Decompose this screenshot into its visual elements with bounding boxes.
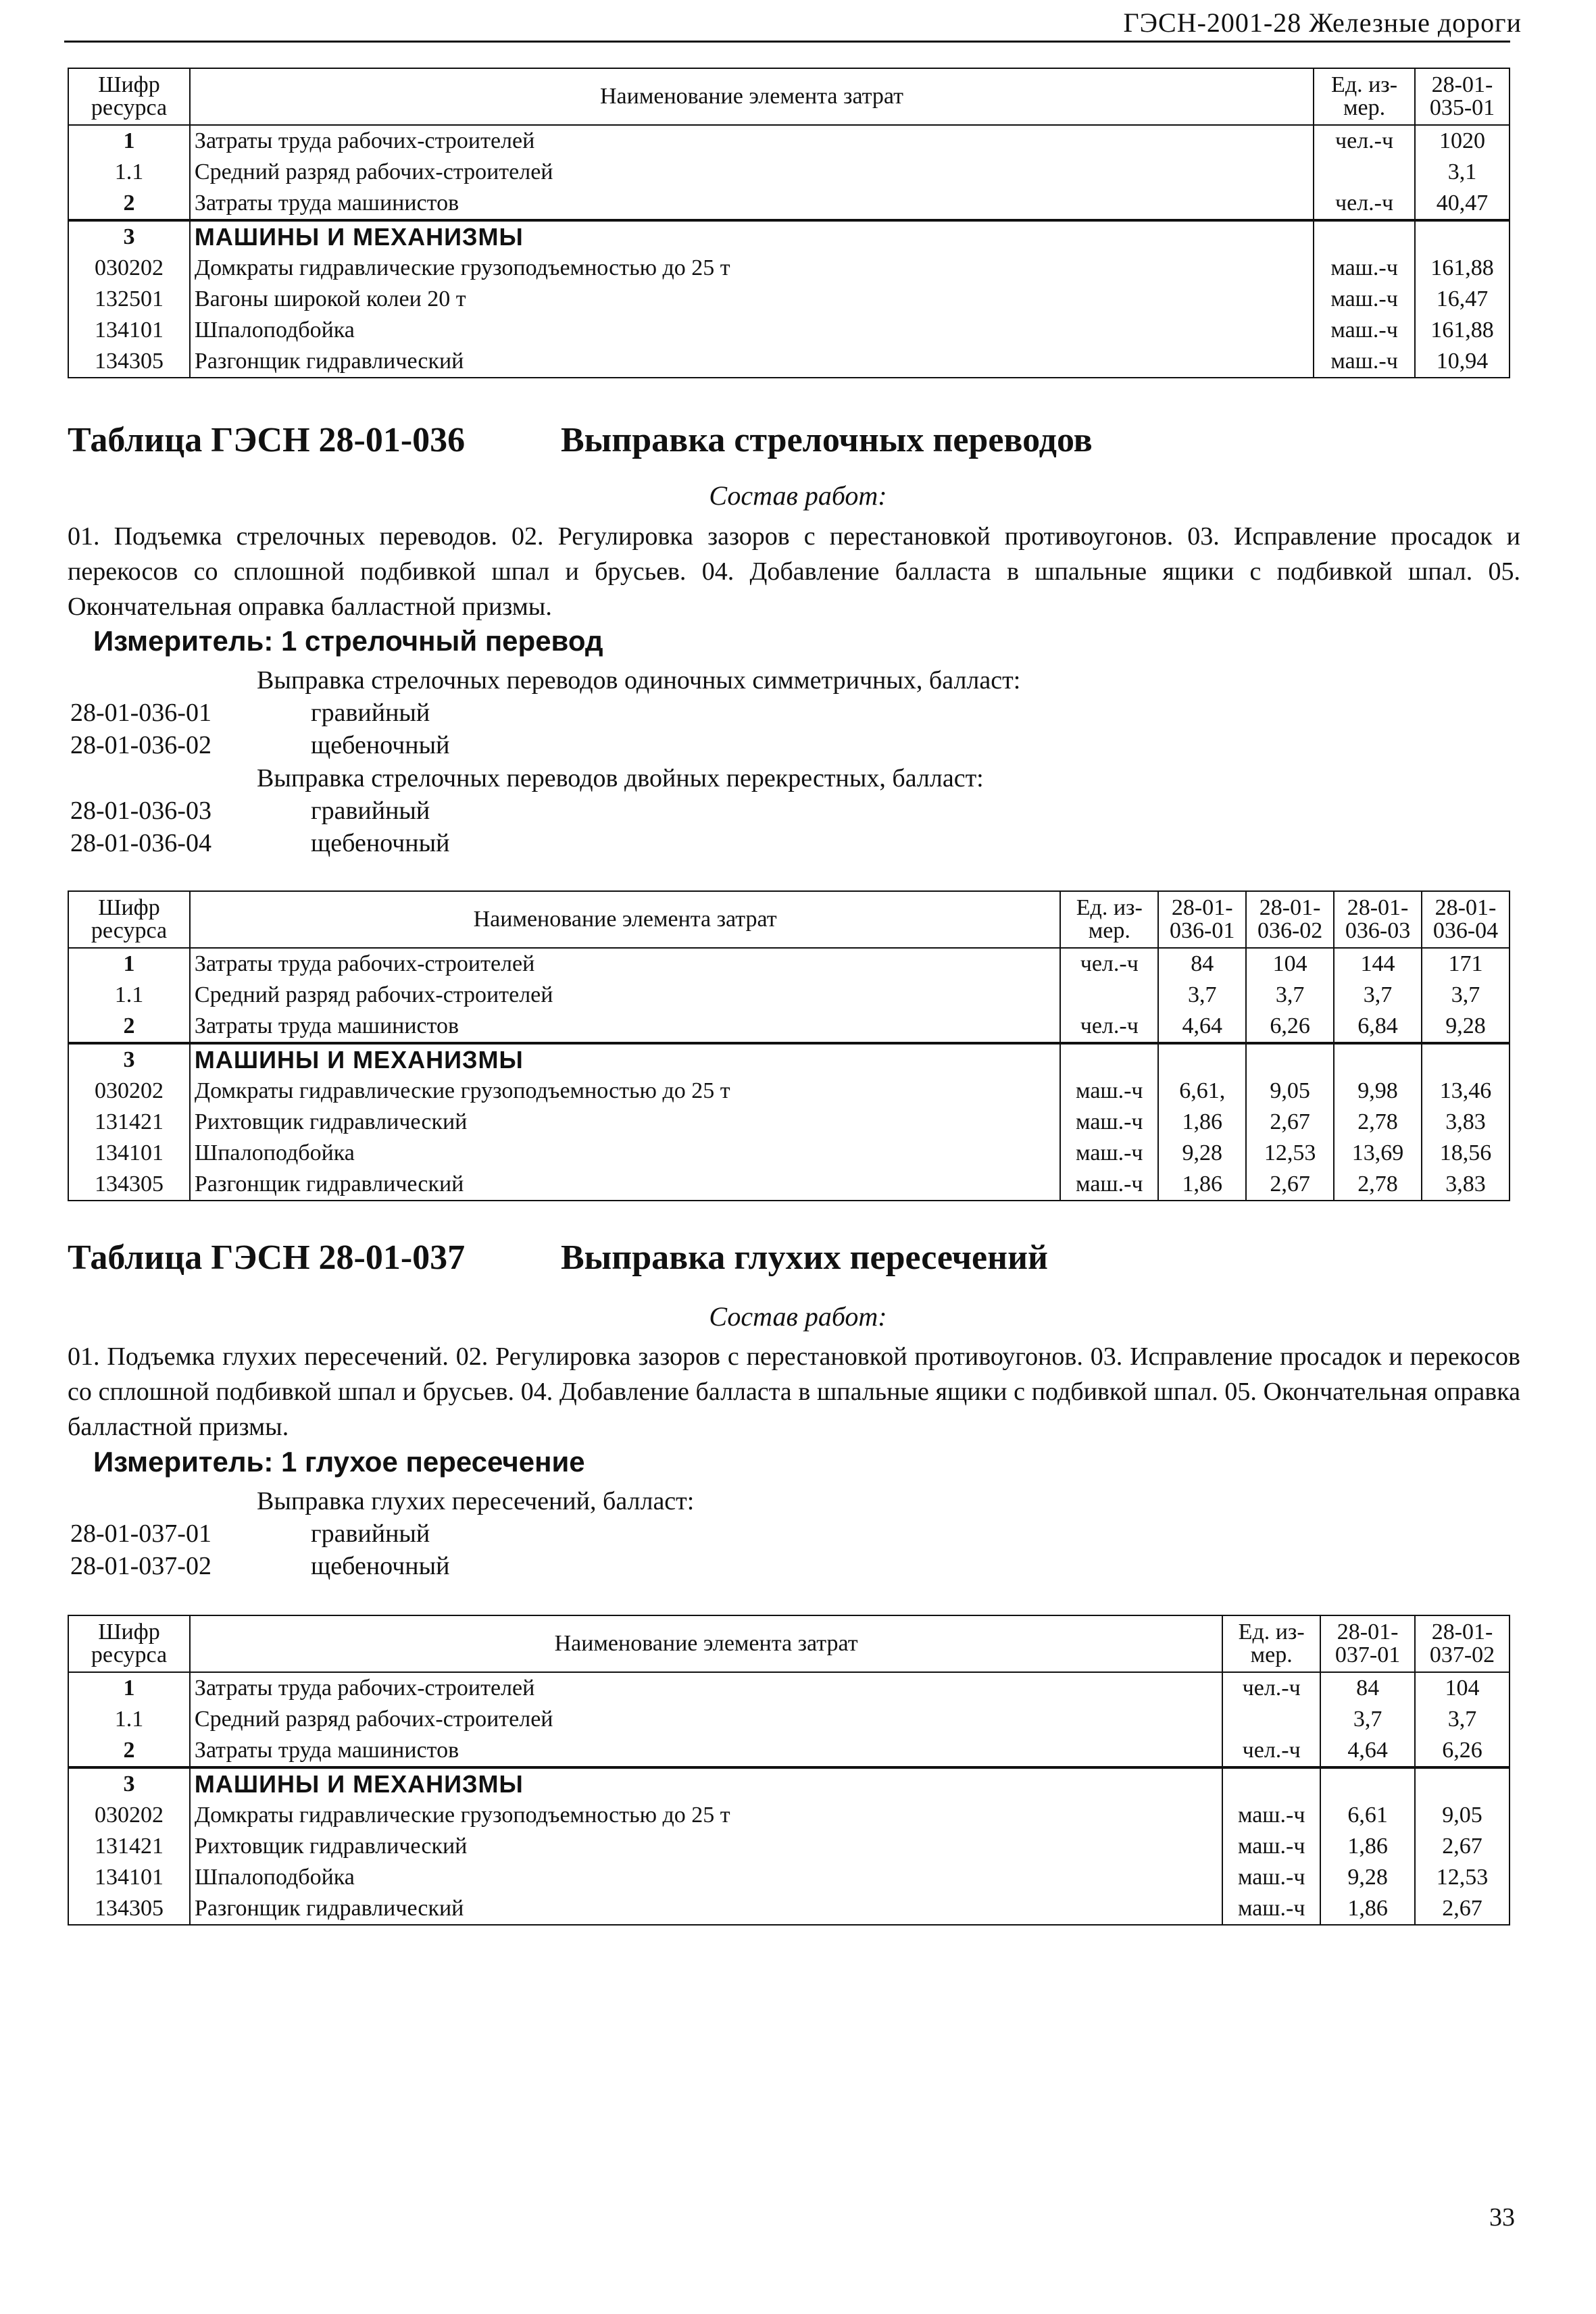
header-code: Шифр ресурса bbox=[68, 1615, 190, 1672]
resource-table-035 bbox=[68, 68, 1510, 378]
resource-table-037 bbox=[68, 1615, 1510, 1926]
resource-unit bbox=[1060, 1043, 1158, 1076]
running-header: ГЭСН-2001-28 Железные дороги bbox=[1123, 7, 1522, 38]
resource-unit: чел.-ч bbox=[1222, 1735, 1320, 1767]
resource-value: 3,7 bbox=[1415, 1704, 1510, 1735]
resource-value: 1,86 bbox=[1158, 1107, 1246, 1138]
resource-value: 2,78 bbox=[1334, 1107, 1422, 1138]
resource-name: Разгонщик гидравлический bbox=[190, 346, 1314, 378]
resource-code: 131421 bbox=[68, 1831, 190, 1862]
resource-name: Шпалоподбойка bbox=[190, 1138, 1060, 1169]
resource-value: 18,56 bbox=[1422, 1138, 1510, 1169]
resource-value: 3,7 bbox=[1246, 980, 1334, 1011]
resource-code: 134101 bbox=[68, 1138, 190, 1169]
table-row bbox=[68, 315, 1510, 346]
resource-value: 161,88 bbox=[1415, 315, 1510, 346]
resource-unit: маш.-ч bbox=[1222, 1862, 1320, 1893]
table-row bbox=[68, 980, 1510, 1011]
table-row bbox=[68, 1107, 1510, 1138]
resource-value bbox=[1158, 1043, 1246, 1076]
item-code: 28-01-037-01 bbox=[70, 1519, 211, 1548]
resource-unit: маш.-ч bbox=[1314, 346, 1415, 378]
table-title-036: Таблица ГЭСН 28-01-036 bbox=[68, 421, 466, 459]
resource-value: 3,83 bbox=[1422, 1107, 1510, 1138]
resource-unit: маш.-ч bbox=[1222, 1893, 1320, 1925]
resource-code: 1 bbox=[68, 948, 190, 980]
resource-value: 1,86 bbox=[1320, 1893, 1415, 1925]
resource-unit: маш.-ч bbox=[1060, 1169, 1158, 1201]
header-code: Шифр ресурса bbox=[68, 891, 190, 948]
resource-value: 3,7 bbox=[1334, 980, 1422, 1011]
resource-value: 104 bbox=[1415, 1672, 1510, 1704]
table-name-037: Выправка глухих пересечений bbox=[561, 1238, 1048, 1277]
resource-value: 4,64 bbox=[1158, 1011, 1246, 1043]
resource-unit: чел.-ч bbox=[1314, 188, 1415, 220]
resource-code: 131421 bbox=[68, 1107, 190, 1138]
resource-unit: маш.-ч bbox=[1314, 315, 1415, 346]
header-col: 28-01-036-02 bbox=[1246, 891, 1334, 948]
resource-value: 3,7 bbox=[1320, 1704, 1415, 1735]
resource-code: 3 bbox=[68, 1043, 190, 1076]
works-text-037: 01. Подъемка глухих пересечений. 02. Регулировка зазоров с перестановкой противоугонов. 03. Исправление просадок и перекосов со сплошной подбивкой шпал и брусьев. 04. Добавление балласта в шпальные ящики с подбивкой шпал. 05. Окончательная оправка балластной призмы. bbox=[68, 1342, 1520, 1441]
resource-value: 144 bbox=[1334, 948, 1422, 980]
resource-value: 161,88 bbox=[1415, 253, 1510, 284]
resource-value: 13,46 bbox=[1422, 1076, 1510, 1107]
resource-value: 9,05 bbox=[1415, 1800, 1510, 1831]
header-name: Наименование элемента затрат bbox=[190, 1615, 1222, 1672]
resource-value: 84 bbox=[1158, 948, 1246, 980]
resource-unit: чел.-ч bbox=[1314, 125, 1415, 157]
table-header-row bbox=[68, 68, 1510, 125]
resource-value: 6,26 bbox=[1246, 1011, 1334, 1043]
resource-code: 132501 bbox=[68, 284, 190, 315]
resource-value: 12,53 bbox=[1415, 1862, 1510, 1893]
resource-name: Разгонщик гидравлический bbox=[190, 1169, 1060, 1201]
page-number: 33 bbox=[1489, 2203, 1515, 2232]
resource-name: Затраты труда рабочих-строителей bbox=[190, 948, 1060, 980]
resource-name: Затраты труда машинистов bbox=[190, 188, 1314, 220]
resource-value bbox=[1320, 1767, 1415, 1800]
header-unit: Ед. из-мер. bbox=[1314, 68, 1415, 125]
resource-unit: маш.-ч bbox=[1222, 1831, 1320, 1862]
header-rule bbox=[64, 41, 1510, 43]
resource-code: 3 bbox=[68, 1767, 190, 1800]
resource-value: 6,61 bbox=[1320, 1800, 1415, 1831]
resource-name: Шпалоподбойка bbox=[190, 1862, 1222, 1893]
resource-unit: маш.-ч bbox=[1314, 253, 1415, 284]
table-row bbox=[68, 1893, 1510, 1925]
resource-unit: чел.-ч bbox=[1222, 1672, 1320, 1704]
resource-value: 2,78 bbox=[1334, 1169, 1422, 1201]
item-code: 28-01-036-02 bbox=[70, 731, 211, 759]
table-row bbox=[68, 1767, 1510, 1800]
resource-value bbox=[1334, 1043, 1422, 1076]
item-name: гравийный bbox=[311, 1519, 430, 1548]
header-col: 28-01-037-02 bbox=[1415, 1615, 1510, 1672]
resource-name: Разгонщик гидравлический bbox=[190, 1893, 1222, 1925]
resource-value: 2,67 bbox=[1415, 1893, 1510, 1925]
resource-value: 9,98 bbox=[1334, 1076, 1422, 1107]
header-code: Шифр ресурса bbox=[68, 68, 190, 125]
header-unit: Ед. из-мер. bbox=[1222, 1615, 1320, 1672]
table-row bbox=[68, 1831, 1510, 1862]
resource-value: 1020 bbox=[1415, 125, 1510, 157]
resource-code: 134101 bbox=[68, 1862, 190, 1893]
resource-value: 16,47 bbox=[1415, 284, 1510, 315]
resource-value: 84 bbox=[1320, 1672, 1415, 1704]
resource-name: МАШИНЫ И МЕХАНИЗМЫ bbox=[190, 220, 1314, 253]
resource-name: Шпалоподбойка bbox=[190, 315, 1314, 346]
resource-code: 134305 bbox=[68, 1169, 190, 1201]
works-label-036: Состав работ: bbox=[709, 480, 887, 511]
resource-name: Затраты труда машинистов bbox=[190, 1011, 1060, 1043]
resource-unit bbox=[1060, 980, 1158, 1011]
resource-name: Вагоны широкой колеи 20 т bbox=[190, 284, 1314, 315]
item-name: гравийный bbox=[311, 797, 430, 825]
resource-value: 4,64 bbox=[1320, 1735, 1415, 1767]
header-col: 28-01-036-01 bbox=[1158, 891, 1246, 948]
table-row bbox=[68, 1800, 1510, 1831]
resource-value: 3,7 bbox=[1158, 980, 1246, 1011]
resource-value bbox=[1415, 1767, 1510, 1800]
resource-code: 3 bbox=[68, 220, 190, 253]
resource-code: 030202 bbox=[68, 253, 190, 284]
resource-name: Рихтовщик гидравлический bbox=[190, 1831, 1222, 1862]
resource-value: 6,84 bbox=[1334, 1011, 1422, 1043]
resource-unit: чел.-ч bbox=[1060, 1011, 1158, 1043]
table-row bbox=[68, 188, 1510, 220]
resource-value: 12,53 bbox=[1246, 1138, 1334, 1169]
resource-value: 9,05 bbox=[1246, 1076, 1334, 1107]
resource-name: Домкраты гидравлические грузоподъемностью до 25 т bbox=[190, 1076, 1060, 1107]
resource-code: 1.1 bbox=[68, 1704, 190, 1735]
meter-036: Измеритель: 1 стрелочный перевод bbox=[93, 625, 603, 657]
table-row bbox=[68, 1138, 1510, 1169]
table-title-037: Таблица ГЭСН 28-01-037 bbox=[68, 1238, 466, 1277]
desc2-036: Выправка стрелочных переводов двойных перекрестных, балласт: bbox=[257, 764, 984, 793]
table-row bbox=[68, 253, 1510, 284]
resource-code: 1.1 bbox=[68, 157, 190, 188]
resource-value bbox=[1246, 1043, 1334, 1076]
resource-unit: чел.-ч bbox=[1060, 948, 1158, 980]
header-name: Наименование элемента затрат bbox=[190, 891, 1060, 948]
item-name: гравийный bbox=[311, 699, 430, 727]
resource-unit: маш.-ч bbox=[1314, 284, 1415, 315]
table-row bbox=[68, 125, 1510, 157]
item-code: 28-01-036-04 bbox=[70, 829, 211, 857]
resource-value: 1,86 bbox=[1158, 1169, 1246, 1201]
resource-name: Рихтовщик гидравлический bbox=[190, 1107, 1060, 1138]
item-name: щебеночный bbox=[311, 731, 450, 759]
meter-037: Измеритель: 1 глухое пересечение bbox=[93, 1446, 585, 1478]
resource-unit: маш.-ч bbox=[1222, 1800, 1320, 1831]
desc1-037: Выправка глухих пересечений, балласт: bbox=[257, 1487, 695, 1515]
item-code: 28-01-036-01 bbox=[70, 699, 211, 727]
item-name: щебеночный bbox=[311, 1552, 450, 1580]
resource-value: 3,83 bbox=[1422, 1169, 1510, 1201]
resource-value: 3,1 bbox=[1415, 157, 1510, 188]
resource-value: 40,47 bbox=[1415, 188, 1510, 220]
resource-value: 6,61, bbox=[1158, 1076, 1246, 1107]
resource-name: МАШИНЫ И МЕХАНИЗМЫ bbox=[190, 1767, 1222, 1800]
resource-name: Средний разряд рабочих-строителей bbox=[190, 157, 1314, 188]
resource-code: 1 bbox=[68, 125, 190, 157]
resource-code: 1.1 bbox=[68, 980, 190, 1011]
resource-name: Затраты труда машинистов bbox=[190, 1735, 1222, 1767]
table-row bbox=[68, 1735, 1510, 1767]
resource-value bbox=[1415, 220, 1510, 253]
resource-unit bbox=[1314, 220, 1415, 253]
resource-value: 2,67 bbox=[1246, 1107, 1334, 1138]
resource-value: 9,28 bbox=[1158, 1138, 1246, 1169]
table-row bbox=[68, 1011, 1510, 1043]
resource-value: 104 bbox=[1246, 948, 1334, 980]
resource-code: 134305 bbox=[68, 346, 190, 378]
table-name-036: Выправка стрелочных переводов bbox=[561, 421, 1093, 459]
table-row bbox=[68, 284, 1510, 315]
resource-value: 171 bbox=[1422, 948, 1510, 980]
table-row bbox=[68, 1672, 1510, 1704]
table-row bbox=[68, 1704, 1510, 1735]
item-code: 28-01-036-03 bbox=[70, 797, 211, 825]
resource-name: Затраты труда рабочих-строителей bbox=[190, 125, 1314, 157]
desc1-036: Выправка стрелочных переводов одиночных симметричных, балласт: bbox=[257, 666, 1021, 695]
resource-unit bbox=[1222, 1767, 1320, 1800]
resource-code: 2 bbox=[68, 1011, 190, 1043]
table-header-row bbox=[68, 891, 1510, 948]
resource-name: Средний разряд рабочих-строителей bbox=[190, 1704, 1222, 1735]
resource-unit: маш.-ч bbox=[1060, 1138, 1158, 1169]
header-unit: Ед. из-мер. bbox=[1060, 891, 1158, 948]
resource-value: 10,94 bbox=[1415, 346, 1510, 378]
resource-value: 13,69 bbox=[1334, 1138, 1422, 1169]
resource-value bbox=[1422, 1043, 1510, 1076]
header-col: 28-01-035-01 bbox=[1415, 68, 1510, 125]
resource-unit: маш.-ч bbox=[1060, 1076, 1158, 1107]
resource-code: 030202 bbox=[68, 1076, 190, 1107]
resource-name: Средний разряд рабочих-строителей bbox=[190, 980, 1060, 1011]
table-row bbox=[68, 346, 1510, 378]
item-code: 28-01-037-02 bbox=[70, 1552, 211, 1580]
resource-value: 2,67 bbox=[1246, 1169, 1334, 1201]
resource-code: 1 bbox=[68, 1672, 190, 1704]
table-header-row bbox=[68, 1615, 1510, 1672]
works-label-037: Состав работ: bbox=[709, 1301, 887, 1332]
resource-name: МАШИНЫ И МЕХАНИЗМЫ bbox=[190, 1043, 1060, 1076]
resource-value: 2,67 bbox=[1415, 1831, 1510, 1862]
resource-unit bbox=[1222, 1704, 1320, 1735]
table-row bbox=[68, 1862, 1510, 1893]
header-col: 28-01-037-01 bbox=[1320, 1615, 1415, 1672]
resource-value: 1,86 bbox=[1320, 1831, 1415, 1862]
resource-code: 030202 bbox=[68, 1800, 190, 1831]
resource-code: 134305 bbox=[68, 1893, 190, 1925]
resource-value: 6,26 bbox=[1415, 1735, 1510, 1767]
resource-code: 134101 bbox=[68, 315, 190, 346]
resource-name: Домкраты гидравлические грузоподъемностью до 25 т bbox=[190, 253, 1314, 284]
table-row bbox=[68, 1169, 1510, 1201]
resource-value: 3,7 bbox=[1422, 980, 1510, 1011]
header-name: Наименование элемента затрат bbox=[190, 68, 1314, 125]
table-row bbox=[68, 157, 1510, 188]
item-name: щебеночный bbox=[311, 829, 450, 857]
table-row bbox=[68, 220, 1510, 253]
header-col: 28-01-036-04 bbox=[1422, 891, 1510, 948]
resource-unit bbox=[1314, 157, 1415, 188]
table-row bbox=[68, 1043, 1510, 1076]
works-text-036: 01. Подъемка стрелочных переводов. 02. Регулировка зазоров с перестановкой противоугонов. 03. Исправление просадок и перекосов со сплошной подбивкой шпал и брусьев. 04. Добавление балласта в шпальные ящики с подбивкой шпал. 05. Окончательная оправка балластной призмы. bbox=[68, 522, 1520, 621]
resource-value: 9,28 bbox=[1320, 1862, 1415, 1893]
resource-unit: маш.-ч bbox=[1060, 1107, 1158, 1138]
resource-name: Домкраты гидравлические грузоподъемностью до 25 т bbox=[190, 1800, 1222, 1831]
table-row bbox=[68, 948, 1510, 980]
resource-value: 9,28 bbox=[1422, 1011, 1510, 1043]
resource-name: Затраты труда рабочих-строителей bbox=[190, 1672, 1222, 1704]
resource-table-036 bbox=[68, 890, 1510, 1201]
header-col: 28-01-036-03 bbox=[1334, 891, 1422, 948]
table-row bbox=[68, 1076, 1510, 1107]
resource-code: 2 bbox=[68, 1735, 190, 1767]
resource-code: 2 bbox=[68, 188, 190, 220]
